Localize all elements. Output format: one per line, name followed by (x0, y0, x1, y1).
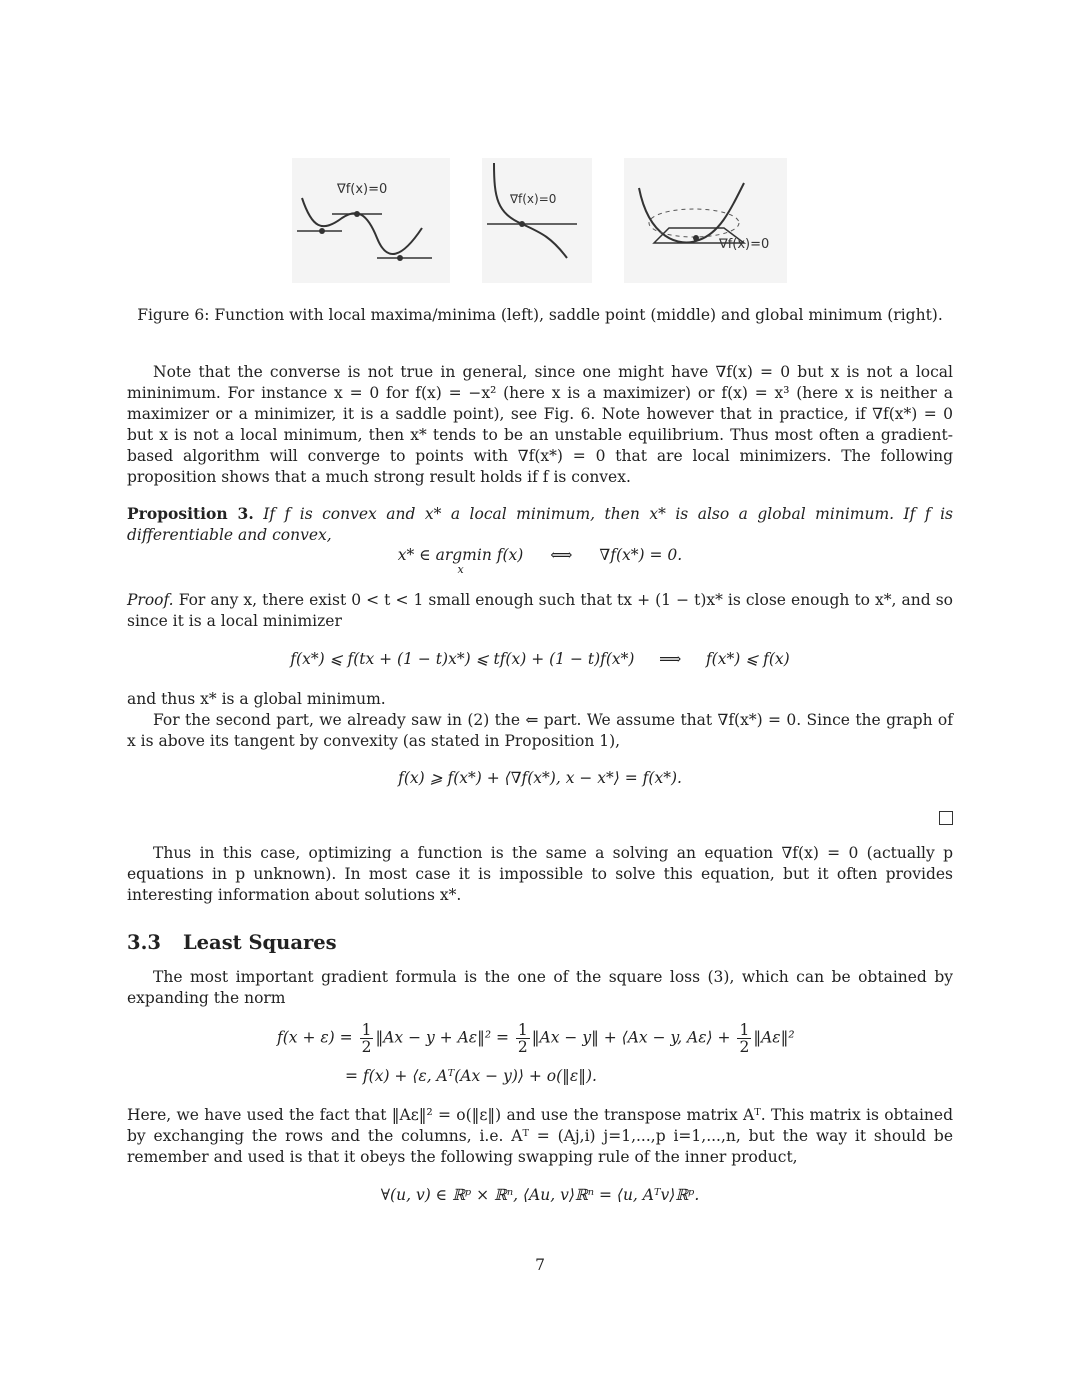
proposition-label: Proposition 3. (127, 504, 254, 523)
paragraph-thus: Thus in this case, optimizing a function is the same a solving an equation ∇f(x) = 0 (actually p equations in p unknown). In most case it is impossible to solve this equation, but it often provides interesting information about solutions x*. (127, 844, 953, 904)
proposition-text: If f is convex and x* a local minimum, then x* is also a global minimum. If f is differentiable and convex, (127, 505, 953, 544)
half-fraction-2: $\frac{1}{2}$ (517, 1021, 528, 1056)
eq-ls-1a: f(x + ε) = (277, 1028, 353, 1047)
section-title: Least Squares (182, 931, 337, 954)
sketch-label-1: ∇f(x)=0 (337, 182, 388, 197)
equation-argmin (127, 546, 953, 576)
equation-swap-rule: ∀(u, v) ∈ ℝᵖ × ℝⁿ, ⟨Au, v⟩ℝⁿ = ⟨u, Aᵀv⟩ℝᵖ. (380, 1186, 700, 1204)
paragraph-converse: Note that the converse is not true in general, since one might have ∇f(x) = 0 but x is not a local mininimum. For instance x = 0 for f(x) = −x² (here x is a maximizer) or f(x) = x³ (here x is neither a maximizer or a minimizer, it is a saddle point), see Fig. 6. Note however that in practice, if ∇f(x*) = 0 but x is not a local minimum, then x* tends to be an unstable equilibrium. Thus most often a gradient-based algorithm will converge to points with ∇f(x*) = 0 that are local minimizers. The following proposition shows that a much strong result holds if f is convex. (127, 363, 953, 486)
eq-argmin-lhs: x* ∈ argmin f(x) (397, 546, 524, 564)
sketch-saddle (482, 158, 592, 283)
section-number: 3.3 (127, 931, 161, 954)
page-number: 7 (535, 1256, 545, 1274)
proof-paragraph (127, 590, 953, 632)
figure-caption: Figure 6: Function with local maxima/minima (left), saddle point (middle) and global minimum (right). (137, 306, 943, 324)
sketch-label-3: ∇f(x)=0 (719, 237, 770, 252)
half-fraction-3: $\frac{1}{2}$ (739, 1021, 750, 1056)
equation-least-squares-line-2: = f(x) + ⟨ε, Aᵀ(Ax − y)⟩ + o(‖ε‖). (345, 1067, 597, 1085)
section-heading (127, 931, 337, 954)
equation-tangent: f(x) ⩾ f(x*) + ⟨∇f(x*), x − x*⟩ = f(x*). (398, 769, 682, 787)
paragraph-second-part: For the second part, we already saw in (2) the ⇐ part. We assume that ∇f(x*) = 0. Since the graph of x is above its tangent by convexity (as stated in Proposition 1), (127, 711, 953, 750)
eq-ls-1b: ‖Ax − y + Aε‖² = (375, 1028, 509, 1047)
equation-proof: f(x*) ⩽ f(tx + (1 − t)x*) ⩽ tf(x) + (1 − t)f(x*) ⟹ f(x*) ⩽ f(x) (290, 650, 790, 668)
sketch-label-2: ∇f(x)=0 (510, 192, 557, 206)
figure-6 (127, 158, 953, 283)
paragraph-transpose: Here, we have used the fact that ‖Aε‖² = o(‖ε‖) and use the transpose matrix Aᵀ. This matrix is obtained by exchanging the rows and the columns, i.e. Aᵀ = (Aj,i) j=1,...,p i=1,...,n, but the way it should be remember and used is that it obeys the following swapping rule of the inner product, (127, 1106, 953, 1166)
eq-argmin-rhs: ∇f(x*) = 0. (599, 546, 683, 564)
qed-box (939, 811, 953, 825)
half-fraction-1: $\frac{1}{2}$ (361, 1021, 372, 1056)
sketch-local-extrema (292, 158, 450, 283)
sketch-global-min (624, 158, 787, 283)
proof-text: For any x, there exist 0 < t < 1 small enough such that tx + (1 − t)x* is close enough to x*, and so since it is a local minimizer (127, 591, 953, 630)
eq-argmin-sub: x (457, 563, 464, 576)
proof-label: Proof. (127, 591, 174, 609)
paragraph-least-squares: The most important gradient formula is the one of the square loss (3), which can be obtained by expanding the norm (127, 968, 953, 1007)
paragraph-global-min: and thus x* is a global minimum. (127, 690, 386, 708)
eq-ls-1c: ‖Ax − y‖ + ⟨Ax − y, Aε⟩ + (531, 1028, 731, 1047)
proposition-3 (127, 503, 953, 546)
eq-argmin-iff: ⟺ (550, 546, 573, 564)
eq-ls-1d: ‖Aε‖² (753, 1028, 795, 1047)
equation-least-squares-line-1 (277, 1022, 1080, 1055)
